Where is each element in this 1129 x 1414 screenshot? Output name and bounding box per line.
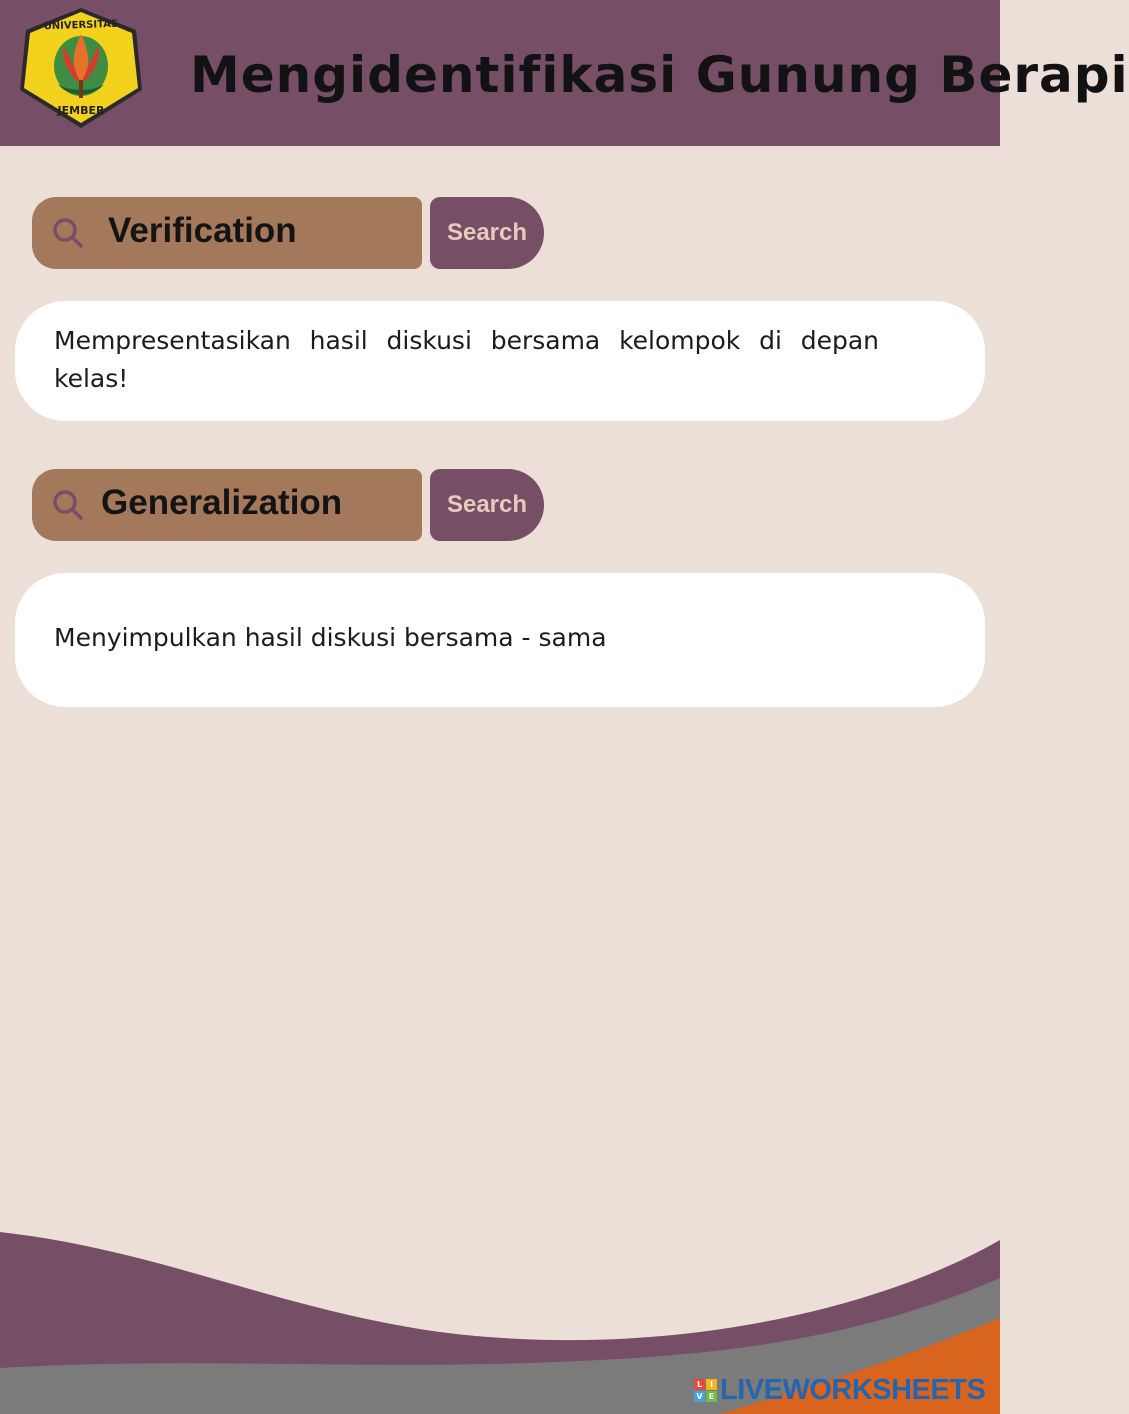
search-bar-verification[interactable] [32,197,422,269]
answer-card-verification [15,301,985,421]
liveworksheets-logo-icon [694,1379,717,1402]
brand-name: LIVEWORKSHEETS [720,1373,986,1406]
search-button[interactable]: Search [430,469,544,541]
universitas-jember-logo [18,6,144,130]
search-icon [50,215,86,251]
page-title: Mengidentifikasi Gunung Berapi [190,46,1129,104]
answer-card-generalization [15,573,985,707]
search-bar-generalization[interactable] [32,469,422,541]
search-icon [50,487,86,523]
logo-text-bottom: JEMBER [57,104,105,117]
brand-tile: V [694,1391,705,1402]
brand-tile: E [706,1391,717,1402]
logo-text-top: UNIVERSITAS [43,18,119,33]
page-header [0,0,1129,146]
brand-tile: L [694,1379,705,1390]
liveworksheets-brand[interactable] [694,1375,985,1405]
answer-text: Menyimpulkan hasil diskusi bersama - sama [54,623,607,652]
answer-text: Mempresentasikan hasil diskusi bersama kelompok di depan kelas! [54,326,879,393]
search-term: Generalization [101,483,343,522]
brand-tile: I [706,1379,717,1390]
search-button[interactable]: Search [430,197,544,269]
search-term: Verification [108,211,297,250]
